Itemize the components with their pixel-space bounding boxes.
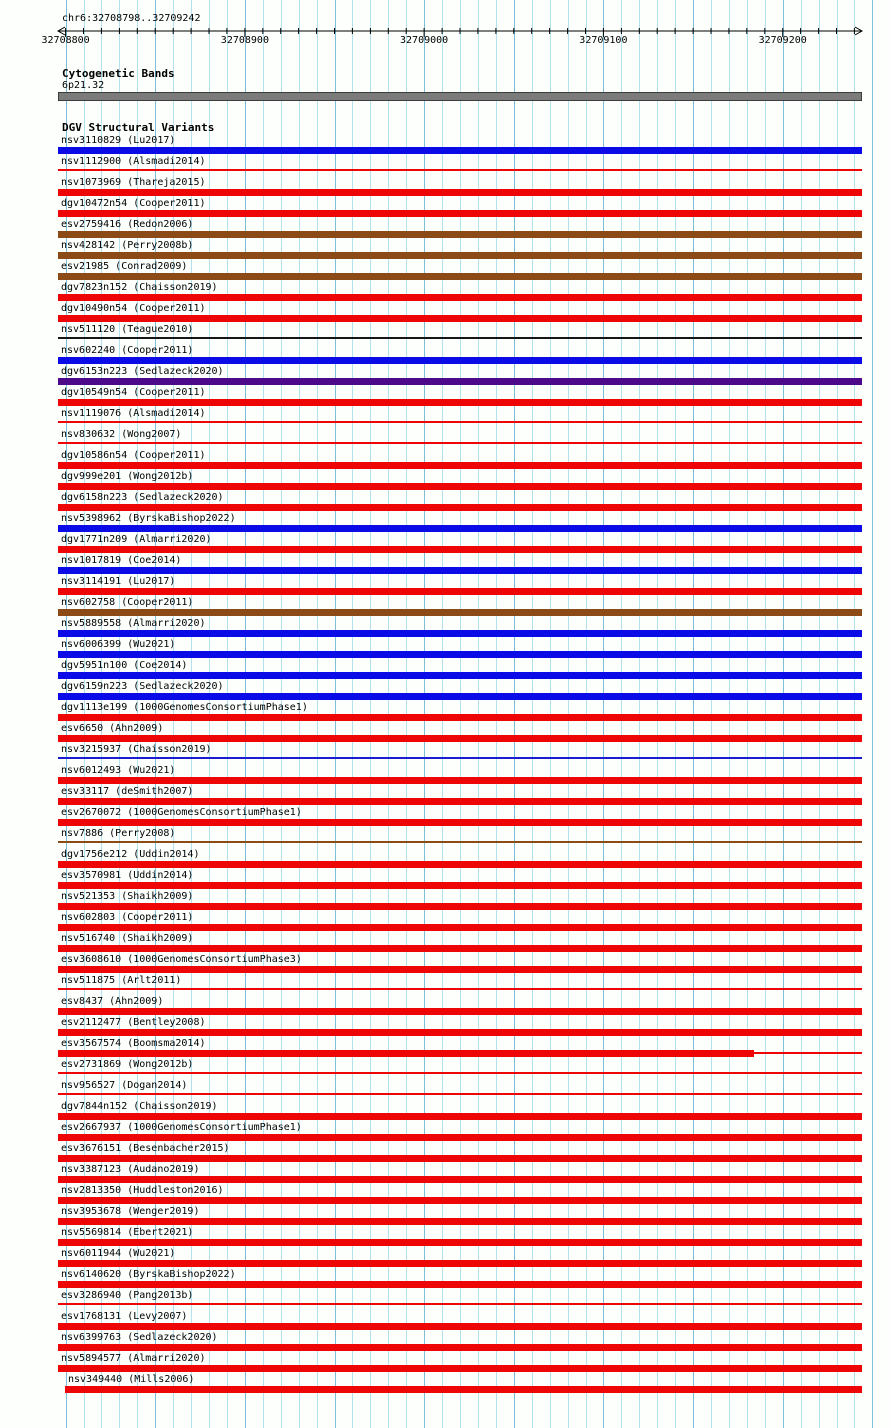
variant-bar[interactable] <box>58 231 862 238</box>
variant-row <box>0 744 890 765</box>
axis-tick-label: 32709100 <box>579 35 628 46</box>
variant-bar[interactable] <box>58 442 862 444</box>
axis-tick-label: 32709200 <box>758 35 807 46</box>
variant-bar[interactable] <box>58 378 862 385</box>
variant-row <box>0 639 890 660</box>
variant-bar[interactable] <box>58 1323 862 1330</box>
variant-bar[interactable] <box>58 1134 862 1141</box>
variant-row <box>0 1290 890 1311</box>
variant-bar[interactable] <box>58 210 862 217</box>
variant-label[interactable]: esv3570981 (Uddin2014) <box>61 870 194 881</box>
variant-label[interactable]: nsv1017819 (Coe2014) <box>61 555 182 566</box>
variant-bar[interactable] <box>58 609 862 616</box>
variant-label[interactable]: nsv830632 (Wong2007) <box>61 429 182 440</box>
variant-bar[interactable] <box>58 1260 862 1267</box>
variant-label[interactable]: esv1768131 (Levy2007) <box>61 1311 188 1322</box>
variant-label[interactable]: nsv2813350 (Huddleston2016) <box>61 1185 224 1196</box>
variant-row <box>0 387 890 408</box>
variant-label[interactable]: dgv1771n209 (Almarri2020) <box>61 534 212 545</box>
variant-label[interactable]: nsv6399763 (Sedlazeck2020) <box>61 1332 218 1343</box>
variant-label[interactable]: nsv5889558 (Almarri2020) <box>61 618 206 629</box>
variant-label[interactable]: nsv956527 (Dogan2014) <box>61 1080 188 1091</box>
variant-bar[interactable] <box>58 651 862 658</box>
variant-row <box>0 576 890 597</box>
variant-label[interactable]: dgv5951n100 (Coe2014) <box>61 660 188 671</box>
variant-label[interactable]: esv2667937 (1000GenomesConsortiumPhase1) <box>61 1122 302 1133</box>
variant-bar[interactable] <box>58 252 862 259</box>
variant-label[interactable]: nsv602803 (Cooper2011) <box>61 912 194 923</box>
variant-row <box>0 765 890 786</box>
cytogenetic-band[interactable] <box>58 92 862 101</box>
variant-bar[interactable] <box>58 525 862 532</box>
variant-bar[interactable] <box>58 693 862 700</box>
variant-label[interactable]: esv3286940 (Pang2013b) <box>61 1290 194 1301</box>
variant-bar[interactable] <box>58 1050 754 1057</box>
variant-row <box>0 1332 890 1353</box>
variant-row <box>0 1164 890 1185</box>
variant-row <box>0 618 890 639</box>
variant-row <box>0 1311 890 1332</box>
variant-bar[interactable] <box>58 1218 862 1225</box>
variant-label[interactable]: nsv602758 (Cooper2011) <box>61 597 194 608</box>
variant-row <box>0 828 890 849</box>
variant-bar[interactable] <box>58 483 862 490</box>
variant-label[interactable]: nsv349440 (Mills2006) <box>68 1374 195 1385</box>
variant-label[interactable]: nsv5398962 (ByrskaBishop2022) <box>61 513 236 524</box>
variant-row <box>0 492 890 513</box>
variant-bar[interactable] <box>58 1093 862 1095</box>
variant-label[interactable]: nsv511120 (Teague2010) <box>61 324 194 335</box>
variant-row <box>0 1038 890 1059</box>
variant-label[interactable]: nsv5894577 (Almarri2020) <box>61 1353 206 1364</box>
variant-label[interactable]: nsv3953678 (Wenger2019) <box>61 1206 200 1217</box>
variant-bar[interactable] <box>58 966 862 973</box>
variant-bar[interactable] <box>58 1365 862 1372</box>
variant-bar[interactable] <box>58 588 862 595</box>
variant-label[interactable]: dgv10586n54 (Cooper2011) <box>61 450 206 461</box>
variant-row <box>0 912 890 933</box>
variant-bar[interactable] <box>58 1072 862 1074</box>
variant-bar[interactable] <box>58 945 862 952</box>
variant-row <box>0 1080 890 1101</box>
variant-label[interactable]: dgv1113e199 (1000GenomesConsortiumPhase1) <box>61 702 308 713</box>
variant-label[interactable]: dgv1756e212 (Uddin2014) <box>61 849 200 860</box>
variant-row <box>0 261 890 282</box>
variant-label[interactable]: nsv516740 (Shaikh2009) <box>61 933 194 944</box>
variant-bar[interactable] <box>58 757 862 759</box>
variant-label[interactable]: nsv7886 (Perry2008) <box>61 828 176 839</box>
variant-row <box>0 786 890 807</box>
variant-bar[interactable] <box>58 924 862 931</box>
variant-label[interactable]: nsv521353 (Shaikh2009) <box>61 891 194 902</box>
variant-row <box>0 933 890 954</box>
variant-bar[interactable] <box>58 1113 862 1120</box>
variant-label[interactable]: nsv3114191 (Lu2017) <box>61 576 176 587</box>
variant-bar[interactable] <box>58 735 862 742</box>
variant-label[interactable]: esv2112477 (Bentley2008) <box>61 1017 206 1028</box>
variant-label[interactable]: nsv6011944 (Wu2021) <box>61 1248 176 1259</box>
variant-bar[interactable] <box>58 630 862 637</box>
variant-bar[interactable] <box>58 672 862 679</box>
variant-bar[interactable] <box>58 1281 862 1288</box>
region-title: chr6:32708798..32709242 <box>62 13 201 24</box>
variant-bar[interactable] <box>58 988 862 990</box>
variant-label[interactable]: dgv6158n223 (Sedlazeck2020) <box>61 492 224 503</box>
variant-row <box>0 1185 890 1206</box>
variant-bar[interactable] <box>58 714 862 721</box>
variant-bar[interactable] <box>58 273 862 280</box>
variant-row <box>0 429 890 450</box>
variant-label[interactable]: nsv3110829 (Lu2017) <box>61 135 176 146</box>
variant-label[interactable]: esv2731869 (Wong2012b) <box>61 1059 194 1070</box>
axis-tick-label: 32708900 <box>220 35 269 46</box>
variant-bar[interactable] <box>58 798 862 805</box>
variant-label[interactable]: nsv1073969 (Thareja2015) <box>61 177 206 188</box>
variant-bar[interactable] <box>58 777 862 784</box>
variant-label[interactable]: dgv7823n152 (Chaisson2019) <box>61 282 218 293</box>
variant-label[interactable]: nsv6012493 (Wu2021) <box>61 765 176 776</box>
variant-row <box>0 450 890 471</box>
variant-row <box>0 723 890 744</box>
variant-bar[interactable] <box>58 819 862 826</box>
variant-label[interactable]: esv2670072 (1000GenomesConsortiumPhase1) <box>61 807 302 818</box>
variant-bar[interactable] <box>58 169 862 171</box>
variant-label[interactable]: esv3676151 (Besenbacher2015) <box>61 1143 230 1154</box>
variant-label[interactable]: dgv6159n223 (Sedlazeck2020) <box>61 681 224 692</box>
variant-bar[interactable] <box>58 1197 862 1204</box>
variant-row <box>0 891 890 912</box>
variant-row <box>0 534 890 555</box>
variant-row <box>0 345 890 366</box>
variant-label[interactable]: dgv10490n54 (Cooper2011) <box>61 303 206 314</box>
variant-bar[interactable] <box>58 337 862 339</box>
variant-bar[interactable] <box>58 1344 862 1351</box>
variant-label[interactable]: nsv6140620 (ByrskaBishop2022) <box>61 1269 236 1280</box>
variant-label[interactable]: esv8437 (Ahn2009) <box>61 996 164 1007</box>
variant-bar[interactable] <box>58 315 862 322</box>
variant-row <box>0 954 890 975</box>
variant-row <box>0 1017 890 1038</box>
variant-bar[interactable] <box>58 861 862 868</box>
variant-row <box>0 597 890 618</box>
variant-bar[interactable] <box>58 147 862 154</box>
cytoband-label: 6p21.32 <box>62 80 105 91</box>
variant-row <box>0 471 890 492</box>
variant-row <box>0 996 890 1017</box>
variant-bar[interactable] <box>58 421 862 423</box>
variant-row <box>0 1269 890 1290</box>
variant-label[interactable]: nsv511875 (Arlt2011) <box>61 975 182 986</box>
variant-bar[interactable] <box>58 189 862 196</box>
variant-row <box>0 135 890 156</box>
variant-row <box>0 1206 890 1227</box>
variant-row <box>0 1101 890 1122</box>
variant-bar[interactable] <box>58 1176 862 1183</box>
variant-bar[interactable] <box>58 1303 862 1305</box>
variant-row <box>0 282 890 303</box>
variant-row <box>0 156 890 177</box>
variant-bar[interactable] <box>58 546 862 553</box>
variant-label[interactable]: esv33117 (deSmith2007) <box>61 786 194 797</box>
variant-row <box>0 1059 890 1080</box>
variant-row <box>0 1248 890 1269</box>
variant-label[interactable]: esv6650 (Ahn2009) <box>61 723 164 734</box>
variant-row <box>0 1143 890 1164</box>
variant-label[interactable]: dgv6153n223 (Sedlazeck2020) <box>61 366 224 377</box>
variant-label[interactable]: nsv1119076 (Alsmadi2014) <box>61 408 206 419</box>
variant-row <box>0 681 890 702</box>
variant-bar[interactable] <box>58 1155 862 1162</box>
cytogenetic-heading: Cytogenetic Bands <box>62 67 175 80</box>
variant-label[interactable]: dgv999e201 (Wong2012b) <box>61 471 194 482</box>
variant-row <box>0 702 890 723</box>
variant-row <box>0 555 890 576</box>
variant-bar[interactable] <box>58 567 862 574</box>
variant-label[interactable]: nsv602240 (Cooper2011) <box>61 345 194 356</box>
variant-bar[interactable] <box>58 1029 862 1036</box>
axis-tick-label: 32709000 <box>400 35 449 46</box>
variant-bar[interactable] <box>58 1239 862 1246</box>
variant-row <box>0 807 890 828</box>
variant-label[interactable]: dgv7844n152 (Chaisson2019) <box>61 1101 218 1112</box>
variant-bar[interactable] <box>58 1008 862 1015</box>
variant-row <box>0 1122 890 1143</box>
variant-row <box>0 198 890 219</box>
variant-bar[interactable] <box>65 1386 862 1393</box>
variant-label[interactable]: esv2759416 (Redon2006) <box>61 219 194 230</box>
dgv-heading: DGV Structural Variants <box>62 121 215 134</box>
variant-row <box>0 849 890 870</box>
axis-tick-label: 32708800 <box>41 35 90 46</box>
variant-label[interactable]: esv3608610 (1000GenomesConsortiumPhase3) <box>61 954 302 965</box>
variant-row <box>0 366 890 387</box>
variant-label[interactable]: nsv3387123 (Audano2019) <box>61 1164 200 1175</box>
variant-label[interactable]: dgv10549n54 (Cooper2011) <box>61 387 206 398</box>
variant-bar[interactable] <box>58 357 862 364</box>
variant-row <box>0 1227 890 1248</box>
variant-row <box>0 975 890 996</box>
variant-row <box>0 324 890 345</box>
variant-label[interactable]: esv3567574 (Boomsma2014) <box>61 1038 206 1049</box>
variant-bar[interactable] <box>58 882 862 889</box>
variant-row <box>0 177 890 198</box>
variant-bar[interactable] <box>58 294 862 301</box>
variant-row <box>0 1353 890 1374</box>
variant-row <box>0 870 890 891</box>
variant-label[interactable]: esv21985 (Conrad2009) <box>61 261 188 272</box>
variant-row <box>0 513 890 534</box>
variant-row <box>0 660 890 681</box>
variant-label[interactable]: nsv3215937 (Chaisson2019) <box>61 744 212 755</box>
variant-label[interactable]: nsv428142 (Perry2008b) <box>61 240 194 251</box>
variant-label[interactable]: nsv1112900 (Alsmadi2014) <box>61 156 206 167</box>
variant-label[interactable]: nsv6006399 (Wu2021) <box>61 639 176 650</box>
variant-label[interactable]: dgv10472n54 (Cooper2011) <box>61 198 206 209</box>
variant-row <box>0 240 890 261</box>
variant-row <box>0 219 890 240</box>
variant-label[interactable]: nsv5569814 (Ebert2021) <box>61 1227 194 1238</box>
variant-row <box>0 1374 890 1395</box>
variant-bar[interactable] <box>58 903 862 910</box>
variant-bar[interactable] <box>58 504 862 511</box>
variant-row <box>0 303 890 324</box>
variant-row <box>0 408 890 429</box>
variant-bar[interactable] <box>58 462 862 469</box>
variant-bar[interactable] <box>58 399 862 406</box>
variant-bar-thin-tail[interactable] <box>754 1052 862 1054</box>
variant-bar[interactable] <box>58 841 862 843</box>
